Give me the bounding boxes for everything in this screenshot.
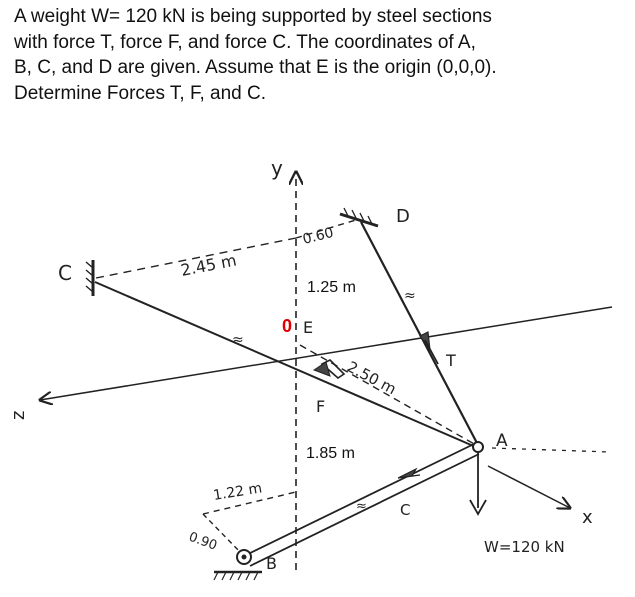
joint-a bbox=[473, 442, 483, 452]
force-t-shaft bbox=[425, 340, 438, 364]
x-axis bbox=[488, 466, 570, 508]
problem-line-1: A weight W= 120 kN is being supported by steel sections bbox=[14, 6, 492, 27]
origin-label: 0 bbox=[282, 316, 293, 336]
dim-250-label: 2.50 m bbox=[344, 357, 400, 399]
force-t-label: T bbox=[446, 351, 456, 370]
support-d-ceiling bbox=[340, 208, 378, 226]
dim-125-label: 1.25 m bbox=[307, 279, 356, 296]
support-b-pin-center bbox=[242, 555, 247, 560]
point-a-label: A bbox=[496, 431, 508, 451]
force-c-label: C bbox=[400, 501, 411, 519]
support-c-wall bbox=[86, 260, 93, 296]
force-f-arrowhead bbox=[314, 362, 330, 376]
dim-185-label: 1.85 m bbox=[306, 445, 355, 462]
break-mark-3: ≈ bbox=[356, 499, 367, 514]
weight-label: W=120 kN bbox=[484, 538, 565, 556]
point-d-label: D bbox=[396, 206, 410, 227]
break-mark-1: ≈ bbox=[232, 332, 244, 348]
z-axis bbox=[40, 307, 612, 400]
dim-060-label: 0.60 bbox=[301, 224, 336, 248]
y-axis-label: y bbox=[271, 156, 283, 180]
x-axis-label: x bbox=[582, 507, 593, 528]
point-b-label: B bbox=[266, 554, 277, 573]
point-e-label: E bbox=[303, 318, 314, 337]
force-c-arrow bbox=[398, 469, 420, 478]
z-axis-label: z bbox=[8, 410, 29, 420]
problem-line-4: Determine Forces T, F, and C. bbox=[14, 82, 267, 104]
member-t-rod bbox=[361, 222, 478, 445]
member-c-rod bbox=[95, 282, 478, 448]
point-c-label: C bbox=[58, 261, 72, 285]
support-b-ground bbox=[214, 572, 262, 580]
dim-122-label: 1.22 m bbox=[212, 480, 264, 504]
dim-245-label: 2.45 m bbox=[179, 250, 239, 280]
force-f-label: F bbox=[316, 397, 326, 416]
break-mark-2: ≈ bbox=[404, 288, 416, 304]
reference-dashed-line bbox=[492, 448, 610, 452]
problem-line-3: B, C, and D are given. Assume that E is the origin (0,0,0). bbox=[14, 57, 497, 78]
problem-line-2: with force T, force F, and force C. The coordinates of A, bbox=[14, 31, 476, 53]
dim-090-label: 0.90 bbox=[186, 529, 219, 554]
